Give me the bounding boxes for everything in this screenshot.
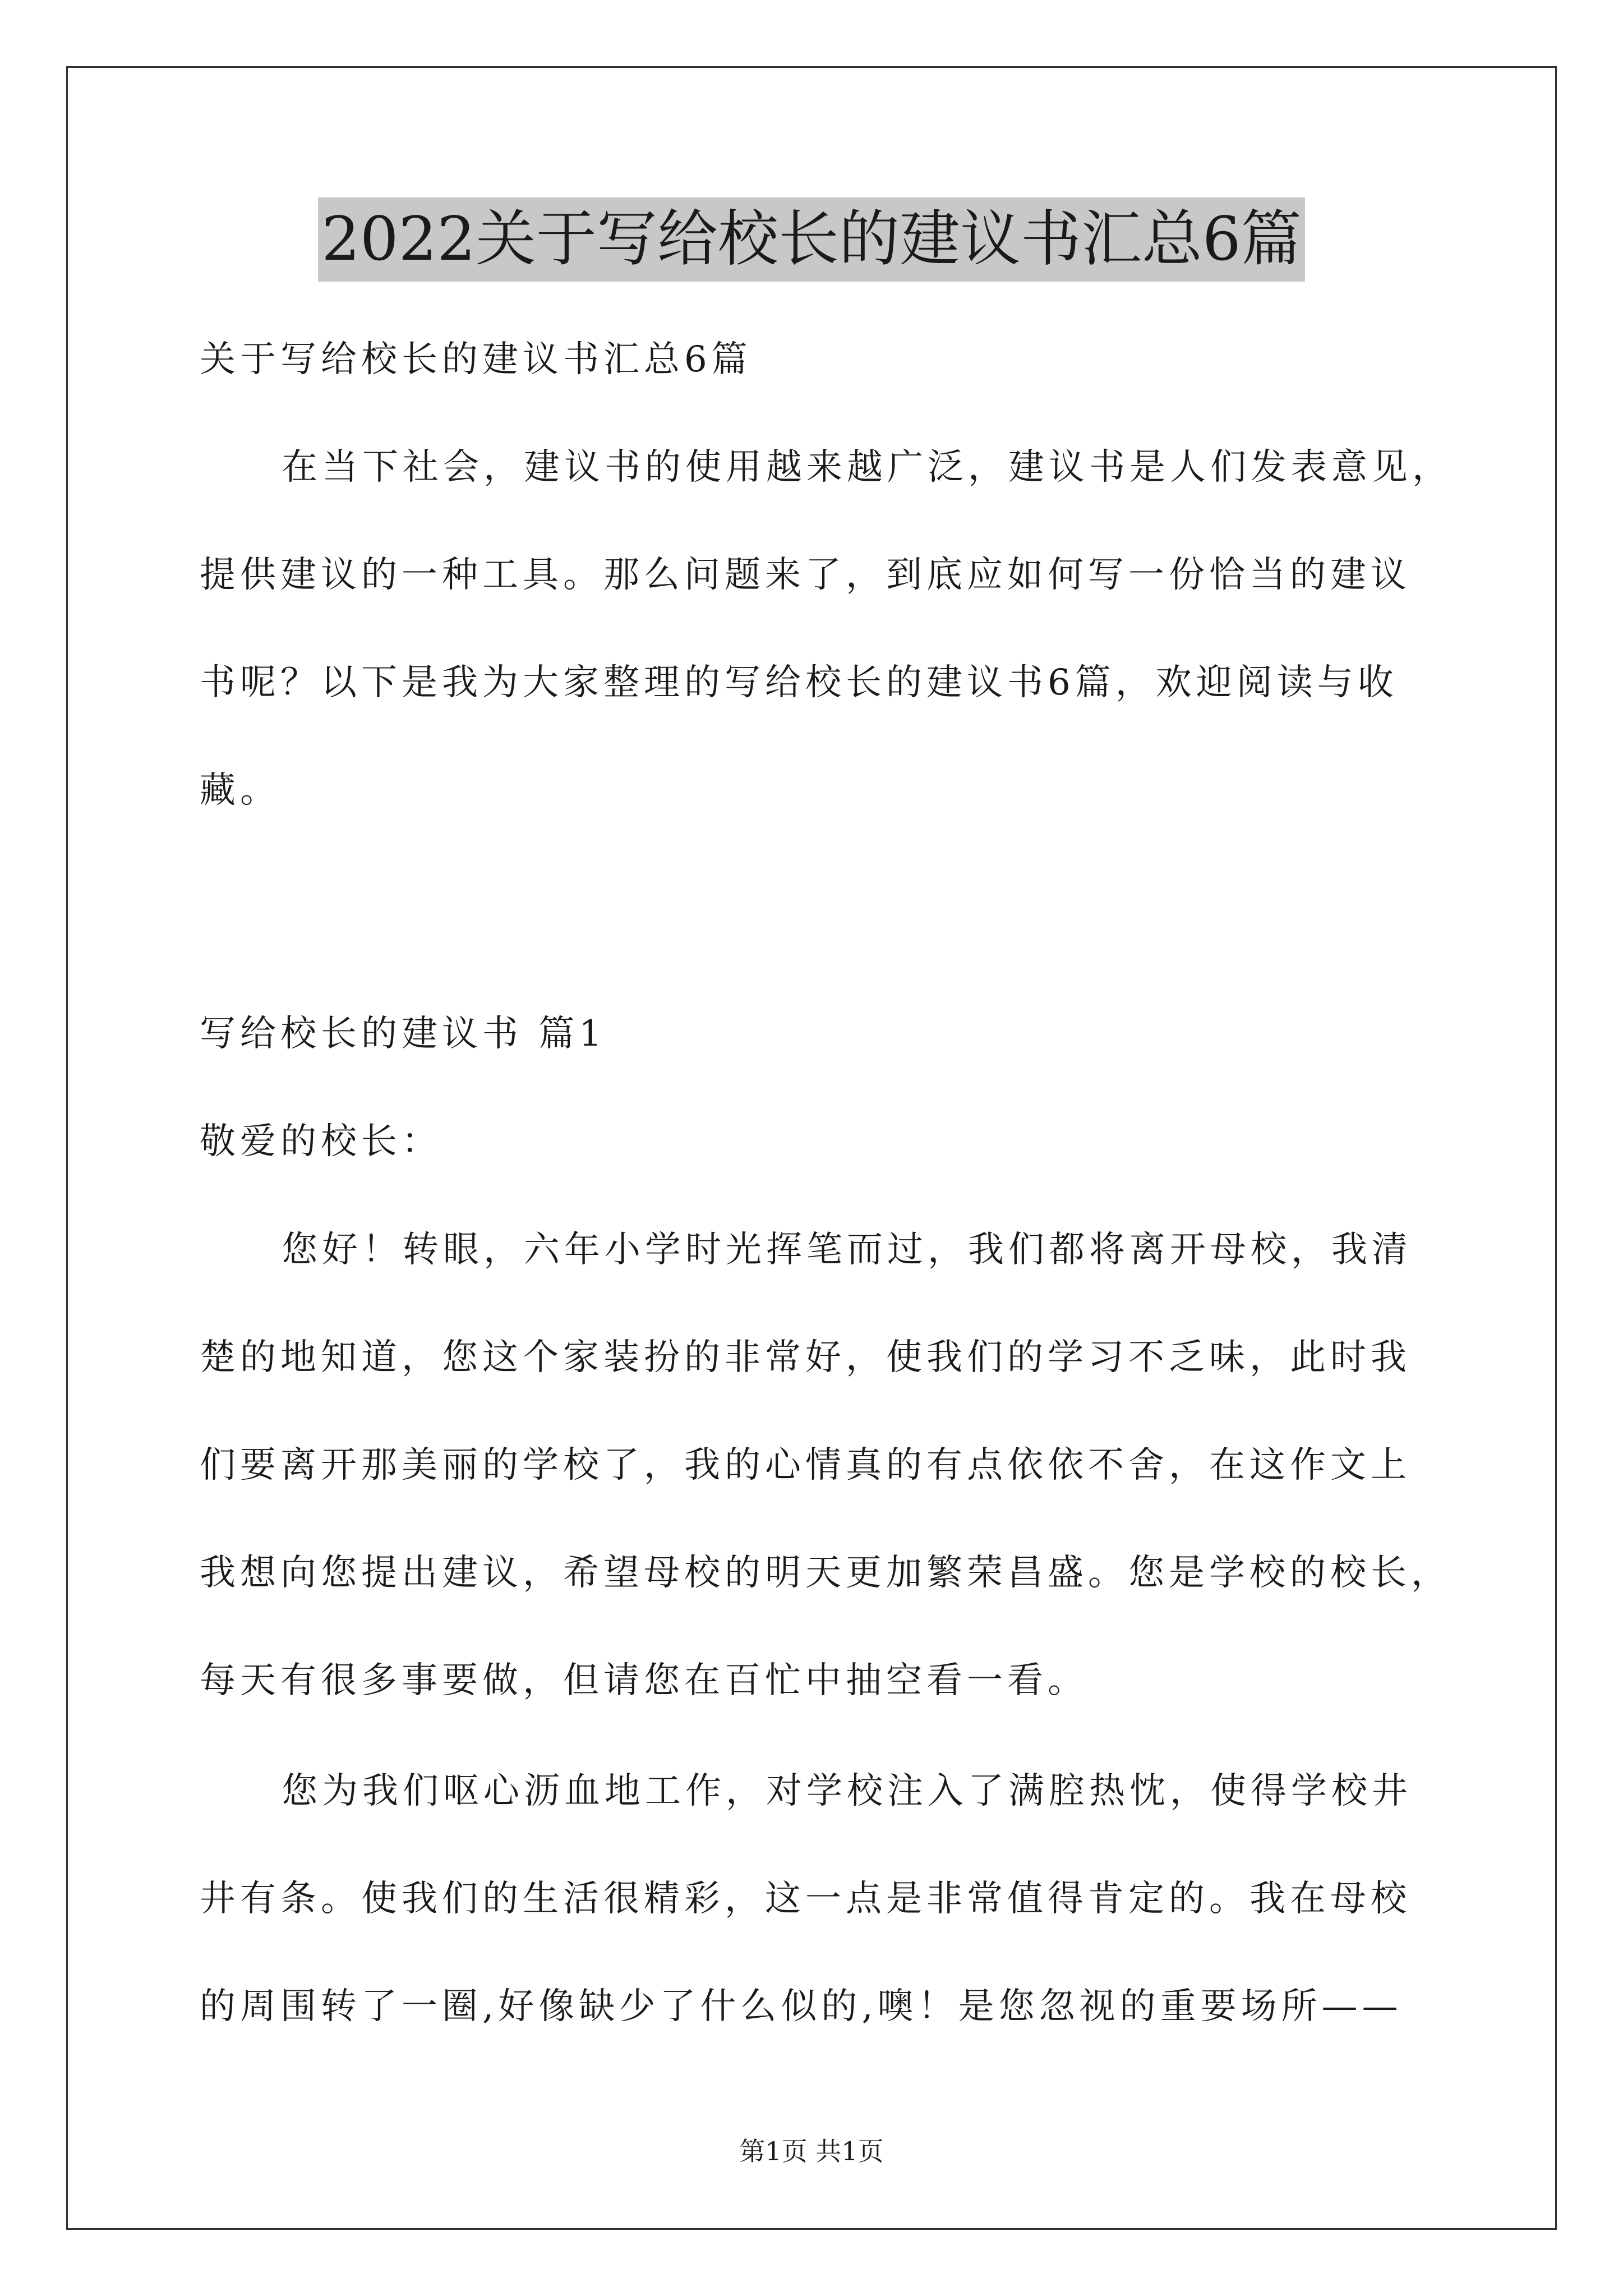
- section-heading: 写给校长的建议书 篇1: [200, 1013, 607, 1055]
- paragraph-line: 每天有很多事要做，但请您在百忙中抽空看一看。: [200, 1660, 1088, 1701]
- paragraph-1: [200, 1223, 1451, 1708]
- paragraph-line: 我想向您提出建议，希望母校的明天更加繁荣昌盛。您是学校的校长，: [200, 1552, 1451, 1594]
- intro-line: 提供建议的一种工具。那么问题来了，到底应如何写一份恰当的建议: [200, 554, 1411, 596]
- page-footer: 第1页 共1页: [739, 2136, 884, 2166]
- paragraph-2: [200, 1764, 1412, 2033]
- intro-paragraph: [200, 440, 1453, 817]
- paragraph-line: 您好！转眼，六年小学时光挥笔而过，我们都将离开母校，我清: [282, 1229, 1412, 1271]
- paragraph-line: 楚的地知道，您这个家装扮的非常好，使我们的学习不乏味，此时我: [200, 1337, 1411, 1378]
- paragraph-line: 们要离开那美丽的学校了，我的心情真的有点依依不舍，在这作文上: [200, 1444, 1411, 1486]
- title-wrapper: [0, 197, 1623, 282]
- intro-line: 藏。: [200, 770, 280, 811]
- paragraph-line: 井有条。使我们的生活很精彩，这一点是非常值得肯定的。我在母校: [200, 1878, 1411, 1920]
- intro-line: 书呢？以下是我为大家整理的写给校长的建议书6篇，欢迎阅读与收: [200, 662, 1398, 703]
- intro-line: 在当下社会，建议书的使用越来越广泛，建议书是人们发表意见，: [282, 447, 1453, 488]
- paragraph-line: 的周围转了一圈,好像缺少了什么似的,噢！是您忽视的重要场所——: [200, 1986, 1403, 2027]
- document-title: 2022关于写给校长的建议书汇总6篇: [318, 197, 1305, 282]
- salutation: 敬爱的校长：: [200, 1121, 442, 1162]
- subtitle: 关于写给校长的建议书汇总6篇: [200, 339, 752, 380]
- paragraph-line: 您为我们呕心沥血地工作，对学校注入了满腔热忱，使得学校井: [282, 1770, 1412, 1812]
